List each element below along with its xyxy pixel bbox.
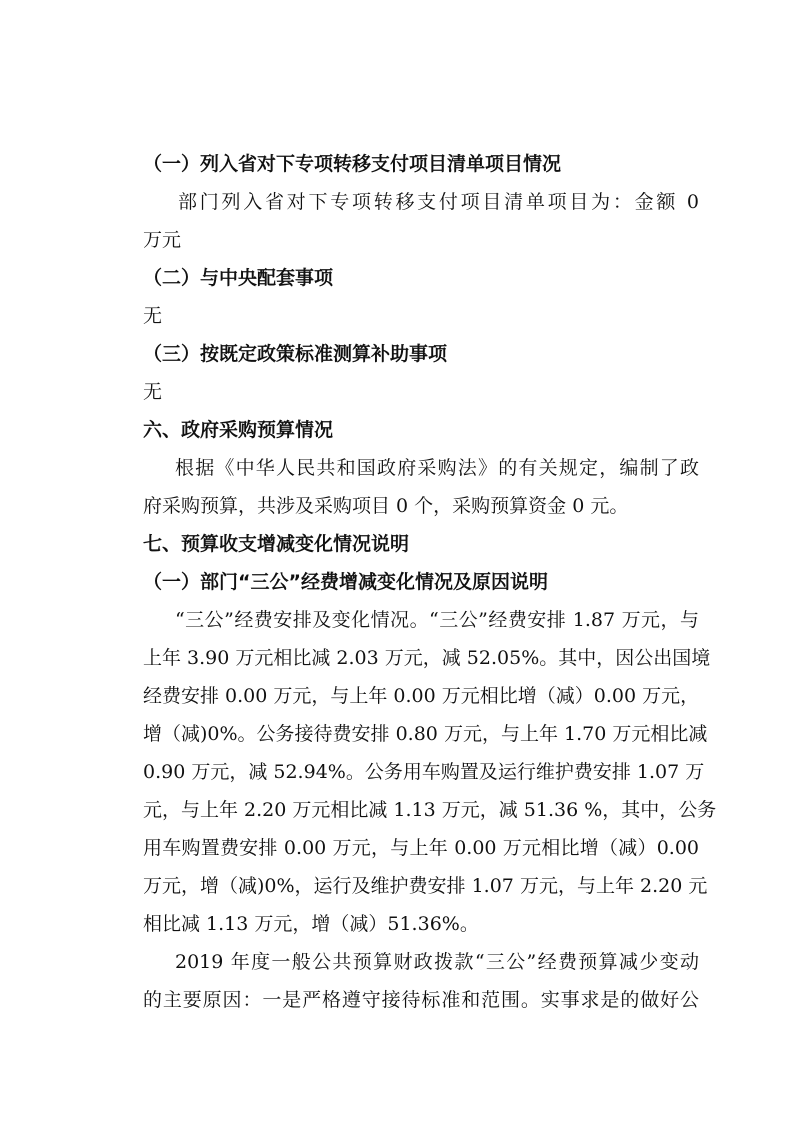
subsection-heading-3: （三）按既定政策标准测算补助事项	[143, 343, 448, 365]
subsection-heading-7-1: （一）部门“三公”经费增减变化情况及原因说明	[143, 571, 548, 593]
paragraph-line: 相比减 1.13 万元，增（减）51.36%。	[143, 913, 479, 935]
body-line: 万元	[143, 229, 182, 251]
subsection-heading-1: （一）列入省对下专项转移支付项目清单项目情况	[143, 153, 562, 175]
paragraph-line: 0.90 万元，减 52.94%。公务用车购置及运行维护费安排 1.07 万	[143, 761, 705, 783]
body-line: 部门列入省对下专项转移支付项目清单项目为：金额 0	[178, 191, 699, 213]
paragraph-line: 的主要原因：一是严格遵守接待标准和范围。实事求是的做好公	[143, 989, 699, 1011]
paragraph-line: “三公”经费安排及变化情况。“三公”经费安排 1.87 万元，与	[175, 609, 699, 631]
body-line: 府采购预算，共涉及采购项目 0 个，采购预算资金 0 元。	[143, 495, 629, 517]
paragraph-line: 2019 年度一般公共预算财政拨款“三公”经费预算减少变动	[175, 951, 699, 973]
paragraph-line: 经费安排 0.00 万元，与上年 0.00 万元相比增（减）0.00 万元，	[143, 685, 700, 707]
section-heading-6: 六、政府采购预算情况	[143, 419, 334, 441]
body-line: 无	[143, 381, 163, 403]
subsection-heading-2: （二）与中央配套事项	[143, 267, 334, 289]
paragraph-line: 万元，增（减)0%，运行及维护费安排 1.07 万元，与上年 2.20 元	[143, 875, 708, 897]
paragraph-line: 元，与上年 2.20 万元相比减 1.13 万元，减 51.36 %，其中，公务	[143, 799, 717, 821]
section-heading-7: 七、预算收支增减变化情况说明	[143, 533, 410, 555]
paragraph-line: 用车购置费安排 0.00 万元，与上年 0.00 万元相比增（减）0.00	[143, 837, 699, 859]
body-line: 根据《中华人民共和国政府采购法》的有关规定，编制了政	[175, 457, 699, 479]
body-line: 无	[143, 305, 163, 327]
paragraph-line: 增（减)0%。公务接待费安排 0.80 万元，与上年 1.70 万元相比减	[143, 723, 708, 745]
paragraph-line: 上年 3.90 万元相比减 2.03 万元，减 52.05%。其中，因公出国境	[143, 647, 711, 669]
